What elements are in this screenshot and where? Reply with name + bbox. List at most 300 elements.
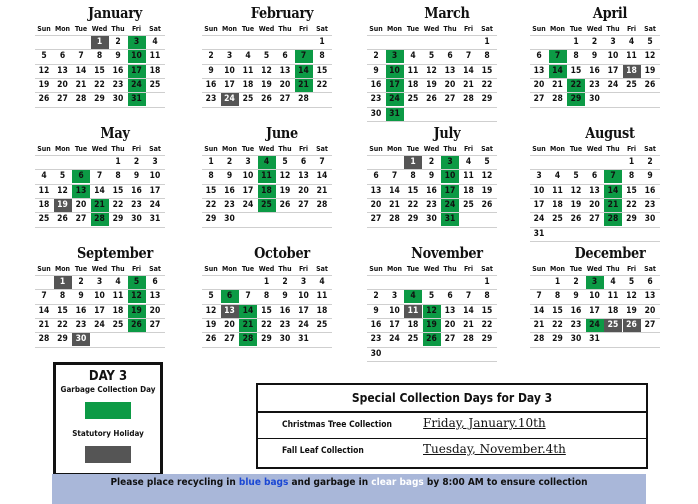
day-cell: 21 bbox=[316, 185, 328, 196]
day-cell: 3 bbox=[610, 37, 616, 47]
day-cell: 17 bbox=[607, 65, 619, 76]
day-cell: 28 bbox=[75, 94, 87, 105]
day-cell: 29 bbox=[567, 93, 585, 106]
day-cell: 24 bbox=[149, 199, 161, 210]
day-cell: 24 bbox=[586, 319, 604, 332]
day-cell: 9 bbox=[282, 291, 288, 302]
day-cell: 22 bbox=[316, 79, 328, 90]
month-title: May bbox=[100, 124, 130, 142]
day-header: Mon bbox=[221, 25, 238, 33]
day-cell: 30 bbox=[279, 334, 291, 345]
day-cell: 13 bbox=[370, 185, 382, 196]
day-cell: 3 bbox=[128, 36, 146, 49]
month-august bbox=[530, 125, 690, 242]
day-cell: 2 bbox=[428, 157, 435, 167]
week-divider bbox=[35, 347, 165, 348]
day-cell: 4 bbox=[258, 156, 276, 169]
day-cell: 22 bbox=[552, 319, 563, 330]
day-cell: 29 bbox=[481, 334, 493, 345]
day-cell: 24 bbox=[298, 319, 309, 330]
day-cell: 12 bbox=[570, 185, 582, 196]
day-cell: 2 bbox=[373, 51, 379, 62]
day-cell: 29 bbox=[261, 334, 272, 345]
day-cell: 16 bbox=[131, 185, 142, 196]
day-cell: 25 bbox=[463, 199, 474, 210]
day-header: Thu bbox=[606, 145, 620, 153]
day-cell: 16 bbox=[224, 185, 235, 196]
day-cell: 14 bbox=[94, 185, 105, 196]
day-cell: 27 bbox=[149, 319, 161, 330]
month-july bbox=[367, 125, 527, 228]
day-header: Mon bbox=[549, 25, 566, 33]
day-cell: 14 bbox=[75, 65, 87, 76]
day-cell: 25 bbox=[258, 199, 276, 212]
day-cell: 12 bbox=[57, 185, 68, 196]
day-cell: 31 bbox=[441, 213, 459, 226]
day-cell: 20 bbox=[224, 319, 235, 330]
day-cell: 7 bbox=[391, 171, 398, 182]
month-days bbox=[530, 264, 690, 348]
day-cell: 11 bbox=[407, 65, 419, 76]
day-cell: 24 bbox=[242, 199, 254, 210]
day-header: Sat bbox=[149, 25, 161, 33]
day-cell: 22 bbox=[205, 199, 217, 210]
day-cell: 7 bbox=[96, 171, 103, 182]
day-cell: 17 bbox=[441, 185, 459, 198]
day-cell: 18 bbox=[623, 65, 641, 78]
day-cell: 20 bbox=[644, 305, 656, 316]
day-cell: 25 bbox=[552, 214, 563, 225]
day-header: Fri bbox=[131, 265, 142, 273]
week-divider bbox=[367, 361, 497, 362]
day-cell: 21 bbox=[239, 319, 257, 332]
month-days bbox=[367, 24, 527, 122]
day-cell: 28 bbox=[298, 94, 309, 105]
day-header: Sun bbox=[532, 145, 546, 153]
day-cell: 26 bbox=[570, 214, 582, 225]
day-cell: 21 bbox=[552, 79, 563, 90]
day-cell: 21 bbox=[295, 79, 313, 92]
day-cell: 5 bbox=[573, 171, 579, 182]
day-header: Sat bbox=[316, 145, 328, 153]
day-cell: 6 bbox=[591, 171, 598, 182]
day-cell: 6 bbox=[221, 290, 239, 303]
day-cell: 30 bbox=[224, 214, 235, 225]
day-header: Wed bbox=[586, 145, 603, 153]
day-cell: 29 bbox=[112, 214, 124, 225]
day-cell: 3 bbox=[152, 157, 158, 167]
day-cell: 12 bbox=[481, 171, 493, 182]
day-header: Fri bbox=[463, 145, 474, 153]
day-cell: 29 bbox=[481, 94, 493, 105]
week-divider bbox=[202, 347, 332, 348]
day-cell: 14 bbox=[389, 185, 400, 196]
day-cell: 27 bbox=[644, 319, 656, 330]
day-cell: 6 bbox=[59, 51, 66, 62]
special-title: Special Collection Days for Day 3 bbox=[258, 385, 646, 413]
day-cell: 15 bbox=[481, 305, 493, 316]
legend-garbage-label: Garbage Collection Day bbox=[60, 385, 156, 394]
blue-bags-text: blue bags bbox=[238, 477, 289, 488]
day-header: Thu bbox=[443, 25, 457, 33]
day-header: Sat bbox=[481, 25, 493, 33]
day-cell: 26 bbox=[128, 319, 146, 332]
day-cell: 17 bbox=[242, 185, 254, 196]
day-header: Sun bbox=[369, 265, 383, 273]
special-row-date: Friday, January.10th bbox=[423, 416, 546, 430]
day-cell: 17 bbox=[128, 65, 146, 78]
day-cell: 4 bbox=[554, 171, 561, 182]
day-cell: 2 bbox=[373, 291, 379, 302]
day-cell: 23 bbox=[205, 94, 217, 105]
day-cell: 1 bbox=[628, 157, 635, 167]
day-cell: 14 bbox=[549, 65, 567, 78]
day-cell: 27 bbox=[370, 214, 382, 225]
day-cell: 28 bbox=[38, 334, 50, 345]
day-cell: 10 bbox=[589, 291, 600, 302]
day-cell: 24 bbox=[389, 334, 400, 345]
day-cell: 7 bbox=[41, 291, 47, 302]
day-cell: 5 bbox=[208, 291, 214, 302]
day-cell: 17 bbox=[298, 305, 309, 316]
day-header: Thu bbox=[606, 25, 620, 33]
day-cell: 25 bbox=[407, 94, 419, 105]
day-cell: 21 bbox=[75, 79, 87, 90]
day-cell: 11 bbox=[242, 65, 254, 76]
day-cell: 7 bbox=[465, 291, 472, 302]
special-row-date: Tuesday, November.4th bbox=[423, 442, 566, 456]
day-header: Mon bbox=[54, 145, 71, 153]
day-cell: 25 bbox=[407, 334, 419, 345]
day-cell: 27 bbox=[533, 94, 545, 105]
day-cell: 15 bbox=[57, 305, 68, 316]
day-cell: 5 bbox=[428, 291, 435, 302]
day-cell: 28 bbox=[604, 213, 622, 226]
month-april bbox=[530, 5, 690, 108]
day-cell: 3 bbox=[96, 277, 103, 287]
notice-text: by 8:00 AM to ensure collection bbox=[423, 477, 588, 488]
day-cell: 2 bbox=[591, 37, 598, 47]
day-header: Tue bbox=[569, 145, 583, 153]
day-cell: 21 bbox=[389, 199, 400, 210]
month-days bbox=[202, 24, 362, 108]
day-cell: 30 bbox=[589, 94, 600, 105]
day-cell: 8 bbox=[410, 171, 416, 182]
day-cell: 30 bbox=[112, 94, 124, 105]
day-cell: 9 bbox=[373, 305, 379, 316]
day-cell: 30 bbox=[370, 348, 382, 359]
day-cell: 7 bbox=[604, 170, 622, 183]
legend-holiday-label: Statutory Holiday bbox=[72, 429, 144, 438]
month-title: June bbox=[265, 124, 299, 142]
day-cell: 2 bbox=[208, 51, 214, 62]
day-cell: 2 bbox=[282, 277, 288, 287]
day-cell: 15 bbox=[316, 65, 328, 76]
month-january bbox=[35, 5, 195, 108]
day-cell: 10 bbox=[149, 171, 161, 182]
day-cell: 8 bbox=[96, 51, 103, 62]
day-cell: 21 bbox=[533, 319, 545, 330]
day-cell: 6 bbox=[373, 171, 379, 182]
day-cell: 18 bbox=[407, 79, 419, 90]
day-cell: 17 bbox=[389, 319, 400, 330]
day-cell: 10 bbox=[441, 170, 459, 183]
month-title: October bbox=[254, 244, 310, 262]
day-cell: 3 bbox=[391, 291, 398, 302]
day-cell: 4 bbox=[404, 290, 422, 303]
day-cell: 24 bbox=[128, 79, 146, 92]
day-cell: 7 bbox=[536, 291, 542, 302]
day-cell: 26 bbox=[481, 199, 493, 210]
day-header: Sat bbox=[316, 265, 328, 273]
day-cell: 19 bbox=[626, 305, 637, 316]
day-header: Sun bbox=[369, 25, 383, 33]
day-cell: 1 bbox=[573, 37, 579, 47]
day-header: Tue bbox=[74, 265, 88, 273]
day-cell: 19 bbox=[481, 185, 493, 196]
day-header: Sun bbox=[37, 145, 51, 153]
day-header: Fri bbox=[626, 25, 637, 33]
day-cell: 6 bbox=[447, 291, 453, 302]
day-cell: 20 bbox=[298, 185, 309, 196]
day-cell: 7 bbox=[245, 291, 251, 302]
day-header: Sun bbox=[204, 265, 218, 273]
day-cell: 5 bbox=[484, 157, 490, 167]
day-cell: 1 bbox=[484, 37, 490, 47]
day-cell: 27 bbox=[224, 334, 235, 345]
day-cell: 25 bbox=[149, 79, 161, 90]
day-cell: 28 bbox=[91, 213, 109, 226]
month-march bbox=[367, 5, 527, 122]
week-divider bbox=[367, 121, 497, 122]
day-cell: 26 bbox=[261, 94, 272, 105]
day-cell: 8 bbox=[628, 171, 635, 182]
day-cell: 22 bbox=[481, 319, 493, 330]
day-cell: 24 bbox=[441, 199, 459, 212]
day-cell: 20 bbox=[444, 319, 456, 330]
day-cell: 12 bbox=[423, 305, 441, 318]
day-cell: 23 bbox=[370, 334, 382, 345]
day-cell: 12 bbox=[626, 291, 637, 302]
day-cell: 1 bbox=[263, 277, 270, 287]
month-title: April bbox=[592, 4, 628, 22]
day-header: Tue bbox=[569, 265, 583, 273]
day-cell: 17 bbox=[533, 199, 545, 210]
day-cell: 9 bbox=[647, 171, 653, 182]
day-cell: 11 bbox=[463, 171, 474, 182]
day-cell: 19 bbox=[54, 199, 72, 212]
day-header: Thu bbox=[443, 265, 457, 273]
day-cell: 4 bbox=[410, 51, 416, 62]
day-cell: 30 bbox=[370, 108, 382, 119]
day-cell: 10 bbox=[533, 185, 545, 196]
day-cell: 8 bbox=[59, 291, 66, 302]
day-header: Tue bbox=[406, 25, 420, 33]
week-divider bbox=[530, 347, 660, 348]
day-header: Thu bbox=[111, 25, 125, 33]
day-cell: 13 bbox=[444, 65, 456, 76]
day-cell: 17 bbox=[589, 305, 600, 316]
day-cell: 11 bbox=[112, 291, 124, 302]
day-cell: 21 bbox=[604, 199, 622, 212]
day-header: Sat bbox=[644, 25, 656, 33]
day-cell: 7 bbox=[295, 50, 313, 63]
day-cell: 4 bbox=[319, 277, 325, 287]
week-divider bbox=[202, 107, 332, 108]
month-days bbox=[202, 264, 362, 348]
day-cell: 10 bbox=[242, 171, 254, 182]
day-cell: 25 bbox=[112, 319, 124, 330]
week-divider bbox=[530, 227, 660, 228]
day-cell: 31 bbox=[589, 334, 600, 345]
month-days bbox=[35, 144, 195, 228]
month-title: August bbox=[585, 124, 635, 142]
day-cell: 1 bbox=[554, 277, 561, 287]
day-cell: 27 bbox=[298, 199, 309, 210]
day-cell: 22 bbox=[57, 319, 68, 330]
day-cell: 19 bbox=[644, 65, 656, 76]
day-cell: 13 bbox=[533, 65, 545, 76]
day-cell: 25 bbox=[626, 79, 637, 90]
day-cell: 13 bbox=[72, 185, 90, 198]
day-cell: 19 bbox=[38, 79, 50, 90]
day-header: Tue bbox=[74, 25, 88, 33]
day-cell: 16 bbox=[570, 305, 582, 316]
day-header: Sun bbox=[369, 145, 383, 153]
day-cell: 9 bbox=[133, 171, 140, 182]
day-cell: 27 bbox=[75, 214, 87, 225]
day-cell: 22 bbox=[567, 79, 585, 92]
day-cell: 5 bbox=[428, 51, 435, 62]
day-cell: 1 bbox=[208, 157, 214, 167]
day-cell: 24 bbox=[94, 319, 105, 330]
day-cell: 21 bbox=[463, 79, 474, 90]
day-header: Fri bbox=[298, 25, 309, 33]
day-cell: 10 bbox=[298, 291, 309, 302]
day-cell: 16 bbox=[589, 65, 600, 76]
day-cell: 1 bbox=[54, 276, 72, 289]
day-cell: 24 bbox=[221, 93, 239, 106]
day-cell: 20 bbox=[75, 199, 87, 210]
day-header: Tue bbox=[241, 145, 255, 153]
day-cell: 28 bbox=[552, 94, 563, 105]
day-cell: 14 bbox=[463, 65, 474, 76]
day-cell: 20 bbox=[370, 199, 382, 210]
day-header: Wed bbox=[258, 25, 275, 33]
day-cell: 28 bbox=[316, 199, 328, 210]
day-header: Thu bbox=[443, 145, 457, 153]
day-cell: 5 bbox=[263, 51, 270, 62]
day-cell: 9 bbox=[115, 51, 121, 62]
day-header: Sat bbox=[481, 145, 493, 153]
day-cell: 2 bbox=[226, 157, 233, 167]
notice-line bbox=[52, 474, 646, 489]
month-days bbox=[202, 144, 362, 228]
day-cell: 23 bbox=[426, 199, 437, 210]
day-cell: 17 bbox=[149, 185, 161, 196]
special-collection-table bbox=[256, 383, 648, 469]
day-cell: 13 bbox=[644, 291, 656, 302]
day-cell: 7 bbox=[549, 50, 567, 63]
day-header: Sat bbox=[644, 145, 656, 153]
day-cell: 22 bbox=[407, 199, 419, 210]
day-header: Sun bbox=[204, 145, 218, 153]
day-cell: 15 bbox=[552, 305, 563, 316]
day-header: Wed bbox=[423, 265, 440, 273]
day-header: Thu bbox=[111, 145, 125, 153]
day-header: Sat bbox=[316, 25, 328, 33]
month-days bbox=[530, 24, 690, 108]
day-cell: 31 bbox=[128, 93, 146, 106]
notice-text: Please place recycling in bbox=[110, 477, 239, 488]
day-cell: 13 bbox=[589, 185, 600, 196]
day-cell: 10 bbox=[94, 291, 105, 302]
day-cell: 23 bbox=[112, 79, 124, 90]
day-cell: 6 bbox=[152, 277, 158, 287]
day-cell: 30 bbox=[72, 333, 90, 346]
special-row bbox=[258, 439, 646, 464]
day-header: Sun bbox=[204, 25, 218, 33]
month-days bbox=[35, 264, 195, 348]
day-header: Sat bbox=[481, 265, 493, 273]
day-cell: 8 bbox=[484, 291, 490, 302]
day-header: Mon bbox=[386, 265, 403, 273]
day-cell: 16 bbox=[370, 79, 382, 90]
day-cell: 5 bbox=[647, 37, 653, 47]
day-cell: 19 bbox=[128, 305, 146, 318]
day-header: Wed bbox=[91, 145, 108, 153]
week-divider bbox=[530, 107, 660, 108]
day-cell: 20 bbox=[279, 79, 291, 90]
day-cell: 15 bbox=[626, 185, 637, 196]
day-cell: 23 bbox=[279, 319, 291, 330]
day-cell: 8 bbox=[484, 51, 490, 62]
clear-bags-text: clear bags bbox=[371, 477, 424, 488]
day-cell: 24 bbox=[533, 214, 545, 225]
day-cell: 1 bbox=[115, 157, 121, 167]
day-header: Mon bbox=[221, 265, 238, 273]
day-header: Sat bbox=[149, 145, 161, 153]
day-cell: 20 bbox=[149, 305, 161, 316]
day-cell: 14 bbox=[533, 305, 545, 316]
day-header: Tue bbox=[241, 265, 255, 273]
day-cell: 8 bbox=[554, 291, 561, 302]
day-header: Tue bbox=[241, 25, 255, 33]
day-cell: 21 bbox=[91, 199, 109, 212]
day-cell: 12 bbox=[205, 305, 217, 316]
day-header: Wed bbox=[586, 25, 603, 33]
day-header: Thu bbox=[278, 265, 292, 273]
day-cell: 9 bbox=[573, 291, 579, 302]
day-header: Thu bbox=[278, 25, 292, 33]
day-cell: 30 bbox=[426, 214, 437, 225]
day-cell: 18 bbox=[258, 185, 276, 198]
day-cell: 6 bbox=[647, 277, 653, 287]
day-cell: 9 bbox=[591, 51, 598, 62]
day-cell: 4 bbox=[245, 51, 251, 62]
day-cell: 1 bbox=[484, 277, 490, 287]
day-header: Fri bbox=[463, 25, 474, 33]
day-cell: 6 bbox=[72, 170, 90, 183]
day-cell: 4 bbox=[115, 277, 121, 287]
day-cell: 28 bbox=[239, 333, 257, 346]
special-row-label: Christmas Tree Collection bbox=[282, 420, 392, 430]
day-cell: 16 bbox=[370, 319, 382, 330]
day-header: Thu bbox=[278, 145, 292, 153]
week-divider bbox=[367, 347, 497, 348]
day-cell: 26 bbox=[38, 94, 50, 105]
day-cell: 7 bbox=[319, 157, 325, 167]
